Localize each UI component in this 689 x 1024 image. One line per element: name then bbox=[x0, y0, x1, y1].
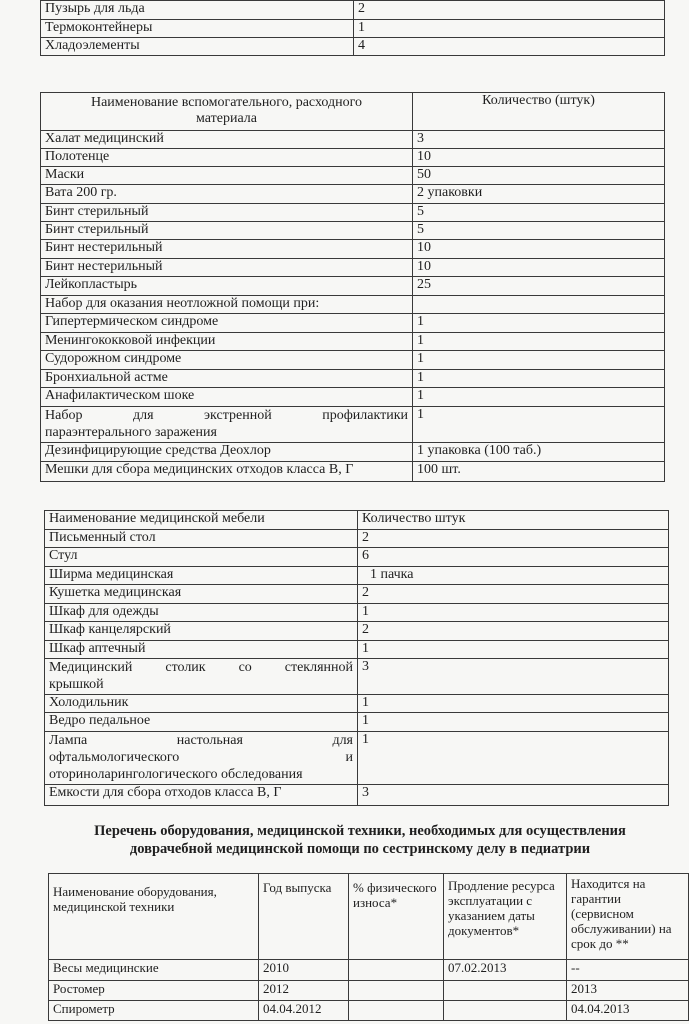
table-row bbox=[49, 981, 689, 1001]
item-name: Термоконтейнеры bbox=[41, 20, 354, 38]
equipment-year: 2012 bbox=[259, 981, 349, 1001]
item-qty: 10 bbox=[413, 240, 665, 259]
item-name: Бинт нестерильный bbox=[41, 240, 413, 259]
item-name-line: крышкой bbox=[49, 677, 104, 692]
item-qty: 1 пачка bbox=[358, 567, 669, 585]
item-qty: 1 bbox=[358, 695, 669, 713]
item-name bbox=[41, 407, 413, 443]
equipment-wear bbox=[349, 981, 444, 1001]
equipment-warranty: -- bbox=[567, 960, 689, 981]
table-row bbox=[45, 604, 669, 622]
column-header-qty: Количество штук bbox=[358, 511, 669, 530]
item-qty: 1 bbox=[413, 370, 665, 388]
item-qty: 1 bbox=[413, 351, 665, 370]
item-qty: 3 bbox=[413, 131, 665, 149]
item-qty: 10 bbox=[413, 149, 665, 167]
item-qty: 3 bbox=[358, 659, 669, 695]
table-top bbox=[40, 0, 665, 56]
table-row bbox=[41, 296, 665, 314]
table-row bbox=[49, 1001, 689, 1021]
table-row bbox=[45, 641, 669, 659]
item-name-line: оториноларингологического обследования bbox=[49, 767, 303, 782]
table-row bbox=[41, 370, 665, 388]
item-qty: 3 bbox=[358, 785, 669, 806]
item-name-line: Медицинский столик со стеклянной bbox=[49, 660, 353, 675]
equipment-warranty: 2013 bbox=[567, 981, 689, 1001]
item-name-line: Набор для экстренной профилактики bbox=[45, 408, 408, 423]
item-name: Бинт стерильный bbox=[41, 204, 413, 222]
item-name: Вата 200 гр. bbox=[41, 185, 413, 204]
item-qty: 100 шт. bbox=[413, 462, 665, 482]
table-header-row bbox=[41, 93, 665, 131]
column-header-name: Наименование вспомогательного, расходного материала bbox=[41, 93, 413, 131]
item-qty: 25 bbox=[413, 277, 665, 296]
equipment-year: 2010 bbox=[259, 960, 349, 981]
table-row bbox=[45, 567, 669, 585]
table-row bbox=[41, 259, 665, 277]
section-heading-line: доврачебной медицинской помощи по сестринскому делу в педиатрии bbox=[129, 841, 591, 857]
column-header-name: Наименование оборудования, медицинской техники bbox=[49, 874, 259, 960]
item-name: Маски bbox=[41, 167, 413, 185]
item-name: Набор для оказания неотложной помощи при: bbox=[41, 296, 413, 314]
table-row bbox=[41, 443, 665, 462]
item-qty: 2 bbox=[358, 585, 669, 604]
table-row bbox=[45, 548, 669, 567]
section-heading-line: Перечень оборудования, медицинской техники, необходимых для осуществления bbox=[94, 823, 626, 839]
table-row bbox=[45, 659, 669, 695]
item-name: Шкаф канцелярский bbox=[45, 622, 358, 641]
table-row bbox=[41, 462, 665, 482]
equipment-name: Весы медицинские bbox=[49, 960, 259, 981]
item-name: Судорожном синдроме bbox=[41, 351, 413, 370]
item-qty: 2 bbox=[354, 1, 665, 20]
item-qty: 1 bbox=[354, 20, 665, 38]
item-name-line: Лампа настольная для bbox=[49, 733, 353, 748]
item-name: Анафилактическом шоке bbox=[41, 388, 413, 407]
item-name: Письменный стол bbox=[45, 530, 358, 548]
table-row bbox=[41, 314, 665, 333]
table-supplies bbox=[40, 92, 665, 482]
item-qty: 6 bbox=[358, 548, 669, 567]
equipment-wear bbox=[349, 960, 444, 981]
item-name: Халат медицинский bbox=[41, 131, 413, 149]
table-row bbox=[45, 713, 669, 732]
item-name: Кушетка медицинская bbox=[45, 585, 358, 604]
item-name: Бинт стерильный bbox=[41, 222, 413, 240]
table-row bbox=[45, 695, 669, 713]
table-row bbox=[45, 530, 669, 548]
item-name: Гипертермическом синдроме bbox=[41, 314, 413, 333]
table-row bbox=[41, 149, 665, 167]
item-qty: 10 bbox=[413, 259, 665, 277]
item-name: Шкаф для одежды bbox=[45, 604, 358, 622]
item-name: Мешки для сбора медицинских отходов класса В, Г bbox=[41, 462, 413, 482]
table-row bbox=[41, 240, 665, 259]
table-row bbox=[45, 585, 669, 604]
table-row bbox=[45, 622, 669, 641]
equipment-wear bbox=[349, 1001, 444, 1021]
item-name: Хладоэлементы bbox=[41, 38, 354, 56]
item-qty: 1 bbox=[358, 713, 669, 732]
table-header-row bbox=[49, 874, 689, 960]
column-header-extension: Продление ресурса эксплуатации с указанием даты документов* bbox=[444, 874, 567, 960]
table-row bbox=[41, 38, 665, 56]
column-header-name: Наименование медицинской мебели bbox=[45, 511, 358, 530]
item-qty: 1 bbox=[413, 388, 665, 407]
equipment-extension bbox=[444, 1001, 567, 1021]
table-row bbox=[49, 960, 689, 981]
table-row bbox=[45, 785, 669, 806]
section-heading bbox=[40, 822, 680, 858]
table-header-row bbox=[45, 511, 669, 530]
equipment-extension: 07.02.2013 bbox=[444, 960, 567, 981]
item-name-line: офтальмологического и bbox=[49, 750, 353, 765]
item-qty: 5 bbox=[413, 204, 665, 222]
item-qty: 1 bbox=[413, 407, 665, 443]
item-name bbox=[45, 659, 358, 695]
item-name: Холодильник bbox=[45, 695, 358, 713]
table-row bbox=[41, 20, 665, 38]
column-header-year: Год выпуска bbox=[259, 874, 349, 960]
item-qty: 5 bbox=[413, 222, 665, 240]
item-name: Лейкопластырь bbox=[41, 277, 413, 296]
table-row bbox=[41, 333, 665, 351]
equipment-warranty: 04.04.2013 bbox=[567, 1001, 689, 1021]
item-name: Полотенце bbox=[41, 149, 413, 167]
item-qty: 4 bbox=[354, 38, 665, 56]
item-name: Ведро педальное bbox=[45, 713, 358, 732]
item-qty: 1 bbox=[358, 732, 669, 785]
item-name: Ширма медицинская bbox=[45, 567, 358, 585]
table-row bbox=[41, 204, 665, 222]
item-qty bbox=[413, 296, 665, 314]
item-name bbox=[45, 732, 358, 785]
table-row bbox=[41, 222, 665, 240]
table-equipment bbox=[48, 873, 689, 1021]
item-name: Шкаф аптечный bbox=[45, 641, 358, 659]
item-name: Бронхиальной астме bbox=[41, 370, 413, 388]
table-furniture bbox=[44, 510, 669, 806]
table-row bbox=[41, 388, 665, 407]
item-qty: 2 bbox=[358, 622, 669, 641]
item-qty: 2 bbox=[358, 530, 669, 548]
item-name: Менингококковой инфекции bbox=[41, 333, 413, 351]
item-qty: 1 упаковка (100 таб.) bbox=[413, 443, 665, 462]
item-qty: 1 bbox=[413, 314, 665, 333]
table-row bbox=[41, 407, 665, 443]
equipment-name: Спирометр bbox=[49, 1001, 259, 1021]
item-qty: 1 bbox=[358, 604, 669, 622]
equipment-extension bbox=[444, 981, 567, 1001]
item-name: Емкости для сбора отходов класса В, Г bbox=[45, 785, 358, 806]
column-header-qty: Количество (штук) bbox=[413, 93, 665, 131]
item-name-line: параэнтерального заражения bbox=[45, 425, 217, 440]
table-row bbox=[41, 131, 665, 149]
equipment-name: Ростомер bbox=[49, 981, 259, 1001]
table-row bbox=[41, 351, 665, 370]
item-name: Пузырь для льда bbox=[41, 1, 354, 20]
item-name: Стул bbox=[45, 548, 358, 567]
item-qty: 50 bbox=[413, 167, 665, 185]
column-header-wear: % физического износа* bbox=[349, 874, 444, 960]
item-name: Бинт нестерильный bbox=[41, 259, 413, 277]
item-qty: 2 упаковки bbox=[413, 185, 665, 204]
table-row bbox=[41, 277, 665, 296]
item-qty: 1 bbox=[413, 333, 665, 351]
item-name: Дезинфицирующие средства Деохлор bbox=[41, 443, 413, 462]
equipment-year: 04.04.2012 bbox=[259, 1001, 349, 1021]
table-row bbox=[45, 732, 669, 785]
table-row bbox=[41, 185, 665, 204]
item-qty: 1 bbox=[358, 641, 669, 659]
table-row bbox=[41, 1, 665, 20]
table-row bbox=[41, 167, 665, 185]
column-header-warranty: Находится на гарантии (сервисном обслуживании) на срок до ** bbox=[567, 874, 689, 960]
